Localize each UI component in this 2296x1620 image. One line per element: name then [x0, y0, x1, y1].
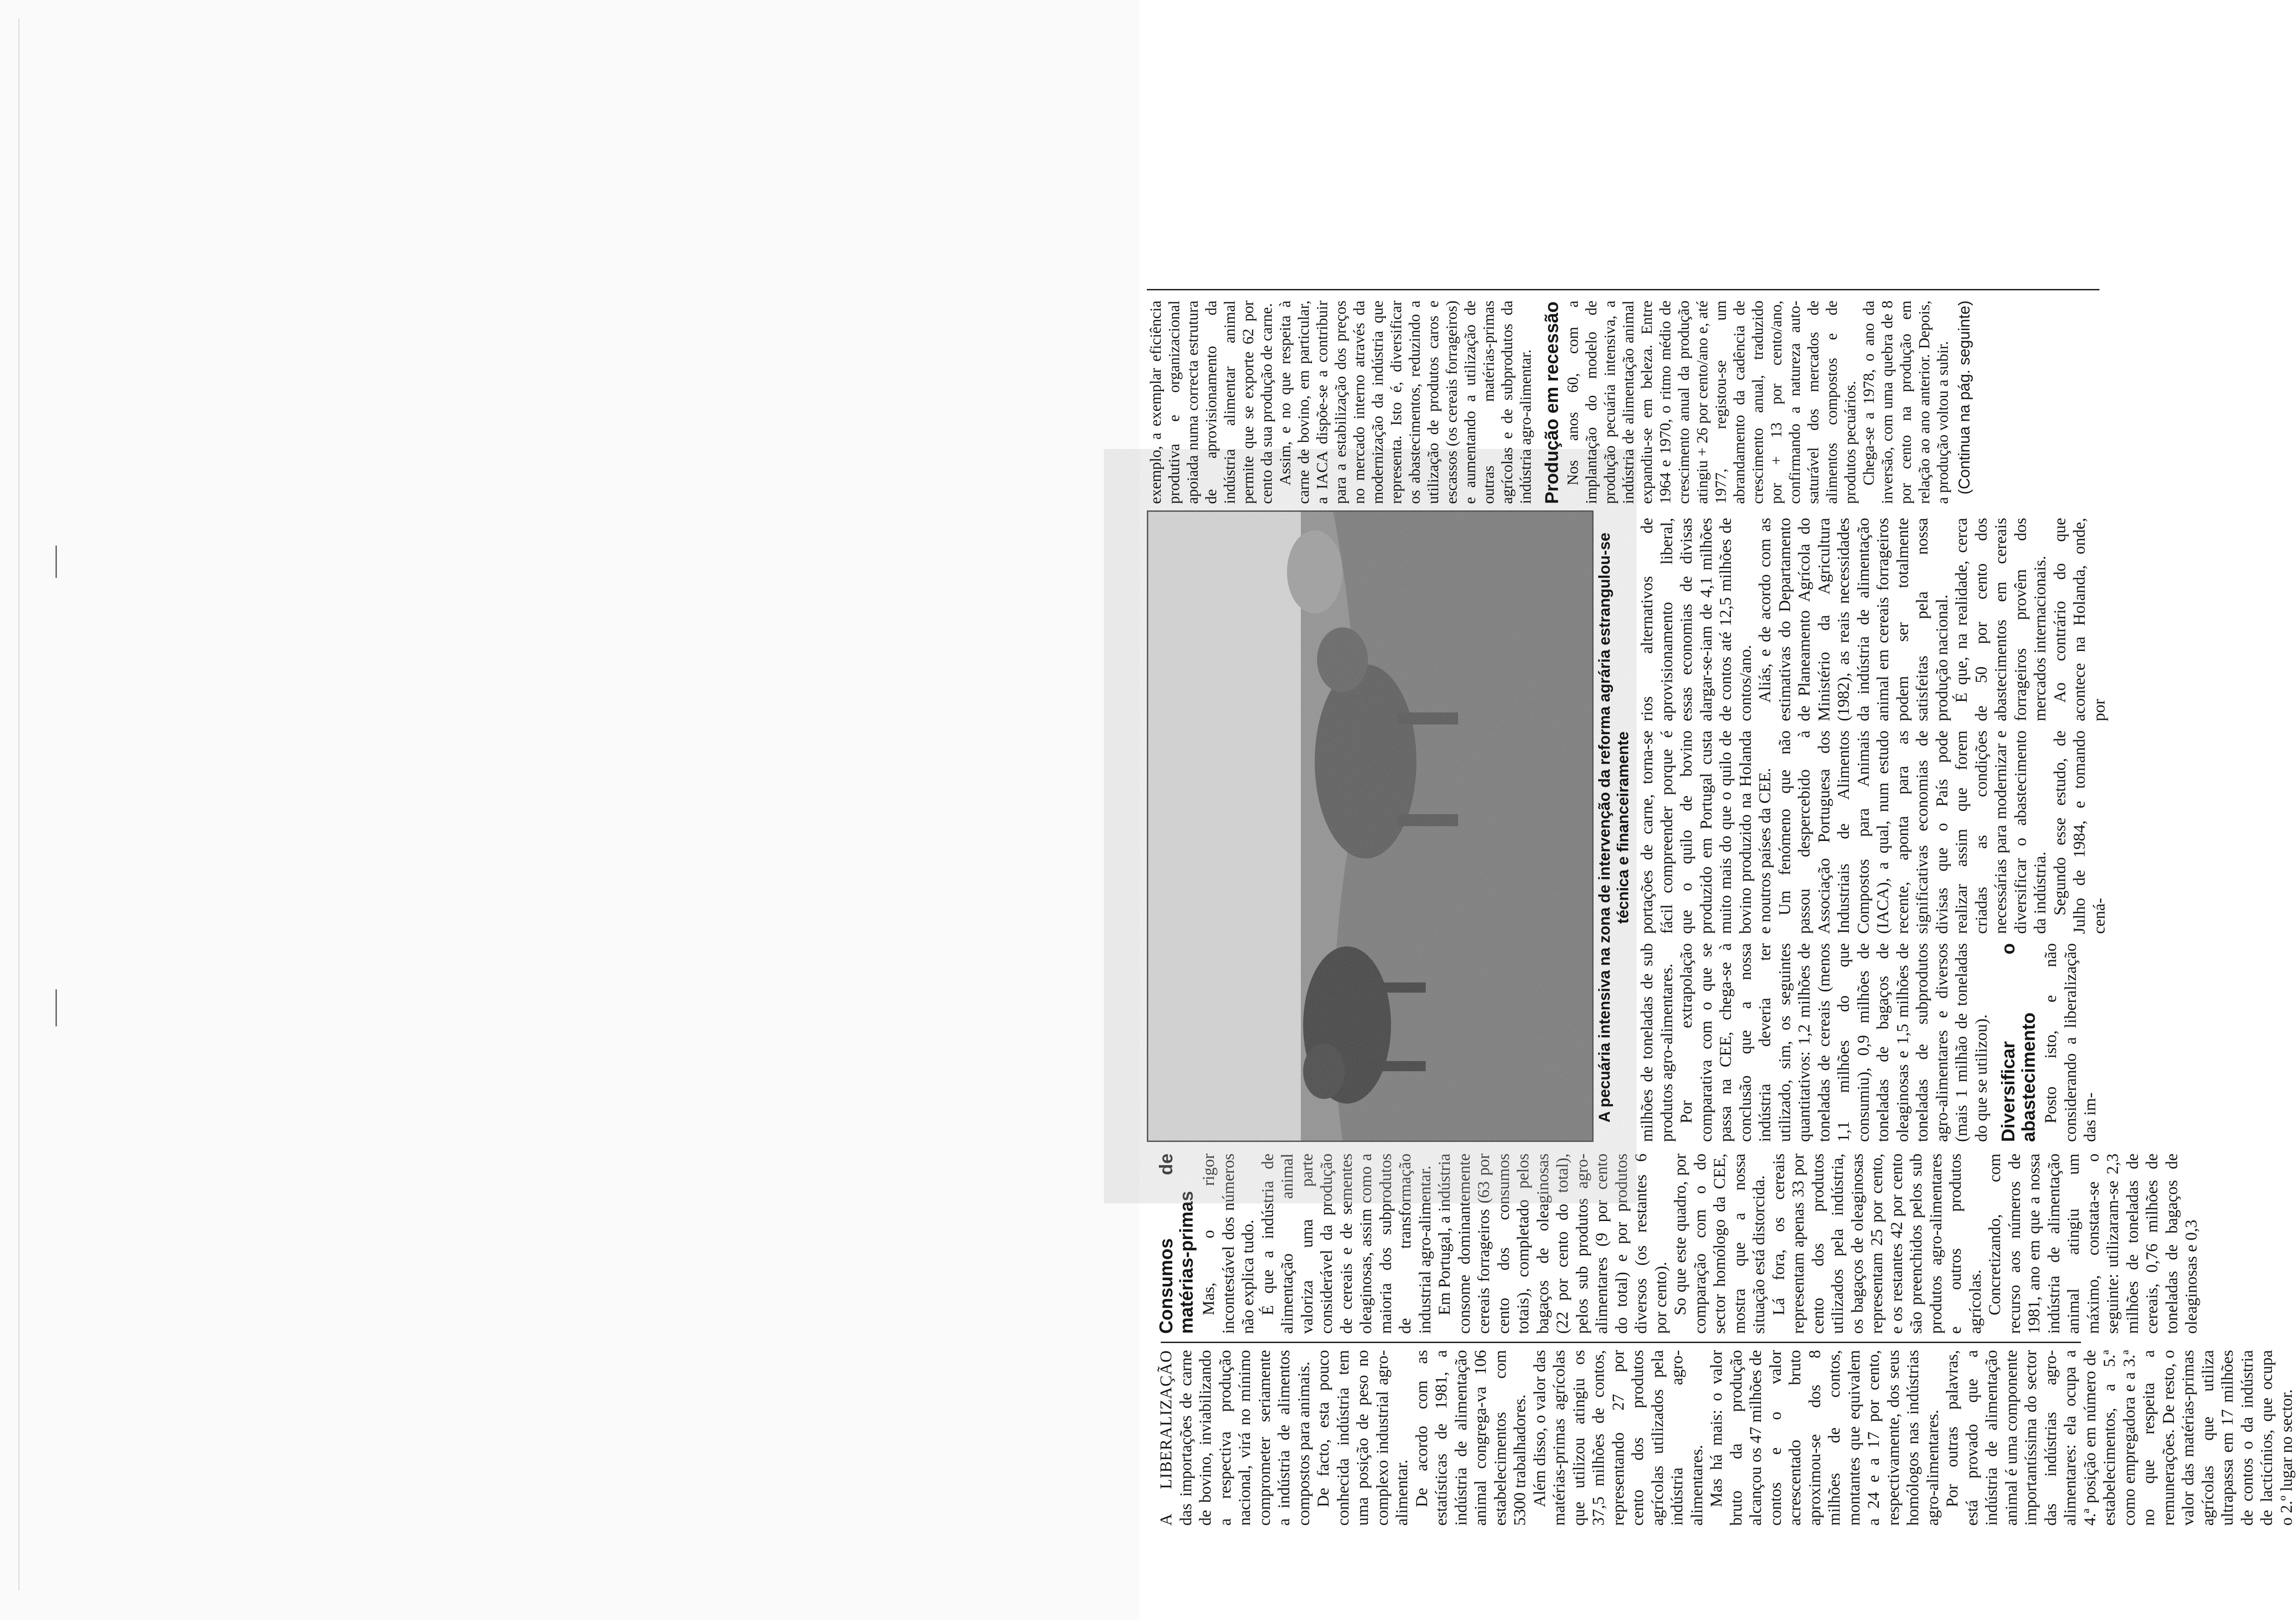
lead-word: A LIBERALIZAÇÃO [1157, 1350, 1175, 1526]
paragraph: Mas há mais: o valor bruto da produção alcançou os 47 milhões de contos e o valor acrescentado bruto aproximou-se dos 8 milhões de contos, montantes que equivalem a 24 e a 17 por cento, respectivamente, dos seus homólogos nas indústrias agro-alimentares. [1707, 1350, 1942, 1526]
scan-mark [18, 18, 19, 1590]
column-rule [1161, 1342, 2081, 1343]
article-column-2 [1156, 1154, 2201, 1334]
paragraph: milhões de toneladas de sub produtos agro-alimentares. [1637, 943, 1676, 1142]
intro-text: das importações de carne de bovino, inviabilizando a respectiva produção nacional, virá no mínimo comprometer seriamente a indústria de alimentos compostos para animais. [1176, 1350, 1313, 1526]
paragraph: rios alternativos de aprovisionamento liberal, essas economias de divisas alargar-se-iam de 4,1 milhões de contos até 12,5 milhões de contos/ano. [1637, 518, 1754, 721]
scan-mark [55, 989, 57, 1026]
paragraph: De acordo com as estatísticas de 1981, a indústria de alimentação animal congrega-va 106 estabelecimentos com 5300 trabalhadores. [1412, 1350, 1529, 1526]
photo-caption: A pecuária intensiva na zona de intervenção da reforma agrária estrangulou-se técnica e financeiramente [1596, 532, 1632, 1123]
paragraph: Posto isto, e não considerando a liberalização das im- [2041, 943, 2099, 1142]
paragraph: Ao contrário do que acontece na Holanda, onde, por [2050, 518, 2108, 721]
article-column-6 [1147, 301, 1974, 504]
article-column-4 [1637, 730, 2109, 934]
section-heading-diversificar: Diversificar o abastecimento [1998, 943, 2039, 1142]
scan-mark [55, 546, 57, 578]
paragraph: É que a indústria de alimentação animal valoriza uma parte considerável da produção de cereais e de sementes oleaginosas, assim como a maioria dos subprodutos de transformação industrial agro-alimentar. [1258, 1154, 1434, 1334]
cattle-photo [1147, 510, 1594, 1142]
paragraph: Mas, o rigor incontestável dos números não explica tudo. [1199, 1154, 1257, 1334]
paragraph: Aliás, e de acordo com as estimativas do Departamento de Planeamento Agrícola do Ministério da Agricultura (1982), as reais necessidades da indústria de alimentação animal em cereais forrageiros podem ser totalmente satisfeitas pela nossa produção nacional. [1755, 518, 1951, 721]
paragraph: Em Portugal, a indústria consome dominantemente cereais forrageiros (63 por cento dos consumos totais), completado pelos bagaços de oleaginosas (22 por cento do total), pelos sub produtos agro-alimentares (9 por cento do total) e por produtos diversos (os restantes 6 por cento). [1435, 1154, 1670, 1334]
paragraph: Além disso, o valor das matérias-primas agrícolas que utilizou atingiu os 37,5 milhões de contos, representando 27 por cento dos produtos agrícolas utilizados pela indústria agro-alimentares. [1530, 1350, 1706, 1526]
paragraph: De facto, esta pouco conhecida indústria tem uma posição de peso no complexo industrial agro-alimentar. [1314, 1350, 1411, 1526]
paragraph: Por extrapolação comparativa com o que se passa na CEE, chega-se à conclusão que a nossa indústria deveria ter utilizado, sim, os seguintes quantitativos: 1,2 milhões de toneladas de cereais (menos 1,1 milhões do que consumiu), 0,9 milhões de toneladas de bagaços de oleaginosas e 1,5 milhões de toneladas de subprodutos agro-alimentares e diversos (mais 1 milhão de toneladas do que se utilizou). [1677, 943, 1990, 1142]
paragraph: portações de carne, torna-se fácil compreender porque é que o quilo de bovino produzido em Portugal custa muito mais do que o quilo de bovino produzido na Holanda e noutros países da CEE. [1637, 730, 1774, 934]
newspaper-article [1128, 46, 2296, 1544]
column-rule [1147, 289, 2099, 290]
paragraph: Assim, e no que respeita à carne de bovino, em particular, a IACA dispõe-se a contribuir para a estabilização dos preços no mercado interno através da modernização da indústria que representa. Isto é, diversificar os abastecimentos, reduzindo a utilização de produtos caros e escassos (os cereais forrageiros) e aumentando a utilização de outras matérias-primas agrícolas e de subprodutos da indústria agro-alimentar. [1277, 301, 1534, 504]
paragraph: So que este quadro, por comparação com o do sector homólogo da CEE, mostra que a nossa situação está distorcida. [1671, 1154, 1768, 1334]
section-heading-consumos: Consumos de matérias-primas [1156, 1154, 1197, 1334]
article-column-1 [1156, 1350, 2296, 1526]
article-column-5 [1637, 518, 2109, 721]
paragraph: Chega-se a 1978, o ano da inversão, com uma quebra de 8 por cento na produção em relação ao ano anterior. Depois, a produção voltou a subir. [1860, 301, 1951, 504]
intro-paragraph [1156, 1350, 1313, 1526]
paragraph: Segundo esse estudo, de Julho de 1984, e tomando cená- [2050, 730, 2108, 934]
paragraph: Lá fora, os cereais representam apenas 33 por cento dos produtos utilizados pela indústria, os bagaços de oleaginosas representam 25 por cento, e os restantes 42 por cento são preenchidos pelos sub produtos agro-alimentares e outros produtos agrícolas. [1769, 1154, 1984, 1334]
section-heading-producao: Produção em recessão [1542, 301, 1562, 504]
paragraph: exemplo, a exemplar eficiência produtiva e organizacional apoiada numa correcta estrutura de aprovisionamento da indústria alimentar animal permite que se exporte 62 por cento da sua produção de carne. [1147, 301, 1275, 504]
paragraph: Nos anos 60, com a implantação do modelo de produção pecuária intensiva, a indústria de alimentação animal expandiu-se em beleza. Entre 1964 e 1970, o ritmo médio de crescimento anual da produção atingiu + 26 por cento/ano e, até 1977, registou-se um abrandamento da cadência de crescimento anual, traduzido por + 13 por cento/ano, confirmando a natureza auto-saturável dos mercados de alimentos compostos e de produtos pecuários. [1564, 301, 1859, 504]
paragraph: É que, na realidade, cerca de 50 por cento dos abastecimentos em cereais forrageiros provêm dos mercados internacionais. [1952, 518, 2049, 721]
continued-note: (Continua na pág. seguinte) [1956, 301, 1973, 495]
paragraph: Concretizando, com recurso aos números de 1981, ano em que a nossa indústria de alimentação animal atingiu um máximo, constata-se o seguinte: utilizaram-se 2,3 milhões de toneladas de cereais, 0,76 milhões de toneladas de bagaços de oleaginosas e 0,3 [1985, 1154, 2200, 1334]
paragraph: Um fenómeno que não passou despercebido à Associação Portuguesa dos Industriais de Alimentos Compostos para Animais (IACA), a qual, num estudo recente, aponta para as significativas economias de divisas que o País pode realizar assim que forem criadas as condições necessárias para modernizar e diversificar o abastecimento da indústria. [1775, 730, 2049, 934]
cattle-photo-image [1148, 512, 1592, 1141]
article-column-3 [1637, 943, 2100, 1142]
paragraph: Por outras palavras, está provado que a indústria de alimentação animal é uma componente importantíssima do sector das indústrias agro-alimentares: ela ocupa a 4.ª posição em número de estabelecimentos, a 5.ª como empregadora e a 3.ª no que respeita a remunerações. De resto, o valor das matérias-primas agrícolas que utiliza ultrapassa em 17 milhões de contos o da indústria de lacticínios, que ocupa o 2.º lugar no sector. [1943, 1350, 2296, 1526]
